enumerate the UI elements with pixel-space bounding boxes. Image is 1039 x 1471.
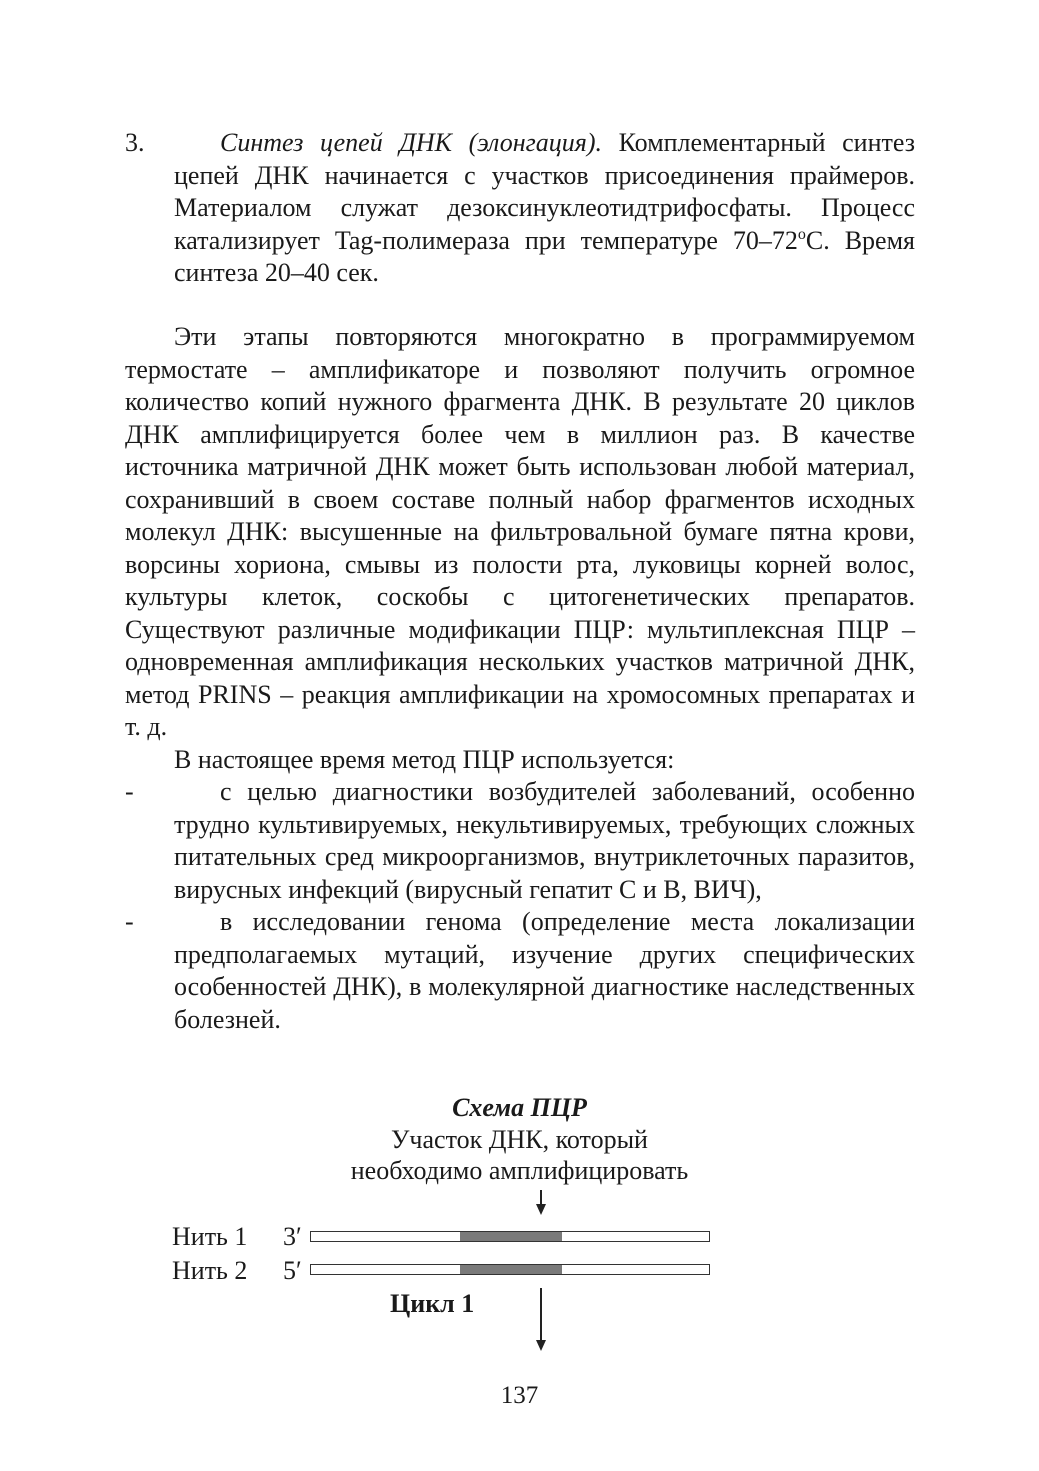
strand1-end: 3′ (283, 1222, 302, 1251)
scheme-caption-line1: Участок ДНК, который (391, 1125, 648, 1154)
item-text-b: С. Время синтеза 20–40 сек. (174, 225, 916, 287)
item-number: 3. (125, 128, 145, 157)
strand1-bar (310, 1231, 710, 1242)
main-paragraph: Эти этапы повторяются многократно в программируемом термостате – амплификаторе и позволяют получить огромное количество копий нужного фрагмента ДНК. В результате 20 циклов ДНК амплифицируется более чем в миллион раз. В качестве источника матричной ДНК может быть использован любой материал, сохранивший в своем составе полный набор фрагментов исходных молекул ДНК: высушенные на фильтровальной бумаге пятна крови, ворсины хориона, смывы из полости рта, луковицы корней волос, культуры клеток, соскобы с цитогенетических препаратов. Существуют различные модификации ПЦР: мультиплексная ПЦР – одновременная амплификация нескольких участков матричной ДНК, метод PRINS – реакция амплификации на хромосомных препаратах и т. д. (125, 322, 915, 741)
strand2-end: 5′ (283, 1256, 302, 1285)
bullet-marker: - (125, 777, 134, 806)
scheme-caption-line2: необходимо амплифицировать (350, 1156, 689, 1185)
item-text-a: Комплементарный синтез цепей ДНК начинается с участков присоединения праймеров. Материалом служат дезоксинуклеотидтрифосфаты. Процесс катализирует Tag-полимераза при температуре 70–72 (174, 128, 915, 255)
strand1-target-segment (460, 1232, 562, 1241)
target-arrow-line (540, 1190, 542, 1204)
bullet-text: в исследовании генома (определение места локализации предполагаемых мутаций, изучение других специфических особенностей ДНК), в молекулярной диагностике наследственных болезней. (174, 907, 915, 1034)
bullet-item (125, 906, 915, 1036)
strand2-target-segment (460, 1265, 562, 1274)
bullet-text: с целью диагностики возбудителей заболеваний, особенно трудно культивируемых, некультивируемых, требующих сложных питательных сред микроорганизмов, внутриклеточных паразитов, вирусных инфекций (вирусный гепатит С и В, ВИЧ), (174, 777, 915, 904)
strand2-label: Нить 2 (172, 1256, 248, 1285)
item-title: Синтез цепей ДНК (элонгация). (220, 128, 602, 157)
cycle-label: Цикл 1 (390, 1289, 475, 1318)
target-arrow-head (536, 1204, 546, 1215)
cycle-arrow-head (536, 1340, 546, 1351)
item-3 (125, 127, 915, 290)
main-paragraph-block (125, 321, 915, 1036)
cycle-arrow-line (540, 1288, 542, 1340)
degree-sign: о (797, 225, 806, 243)
usage-intro: В настоящее время метод ПЦР используется: (174, 744, 675, 774)
bullet-item (125, 776, 915, 906)
bullet-marker: - (125, 907, 134, 936)
page-number: 137 (500, 1382, 539, 1409)
strand2-bar (310, 1264, 710, 1275)
scheme-title: Схема ПЦР (452, 1093, 587, 1122)
strand1-label: Нить 1 (172, 1222, 248, 1251)
